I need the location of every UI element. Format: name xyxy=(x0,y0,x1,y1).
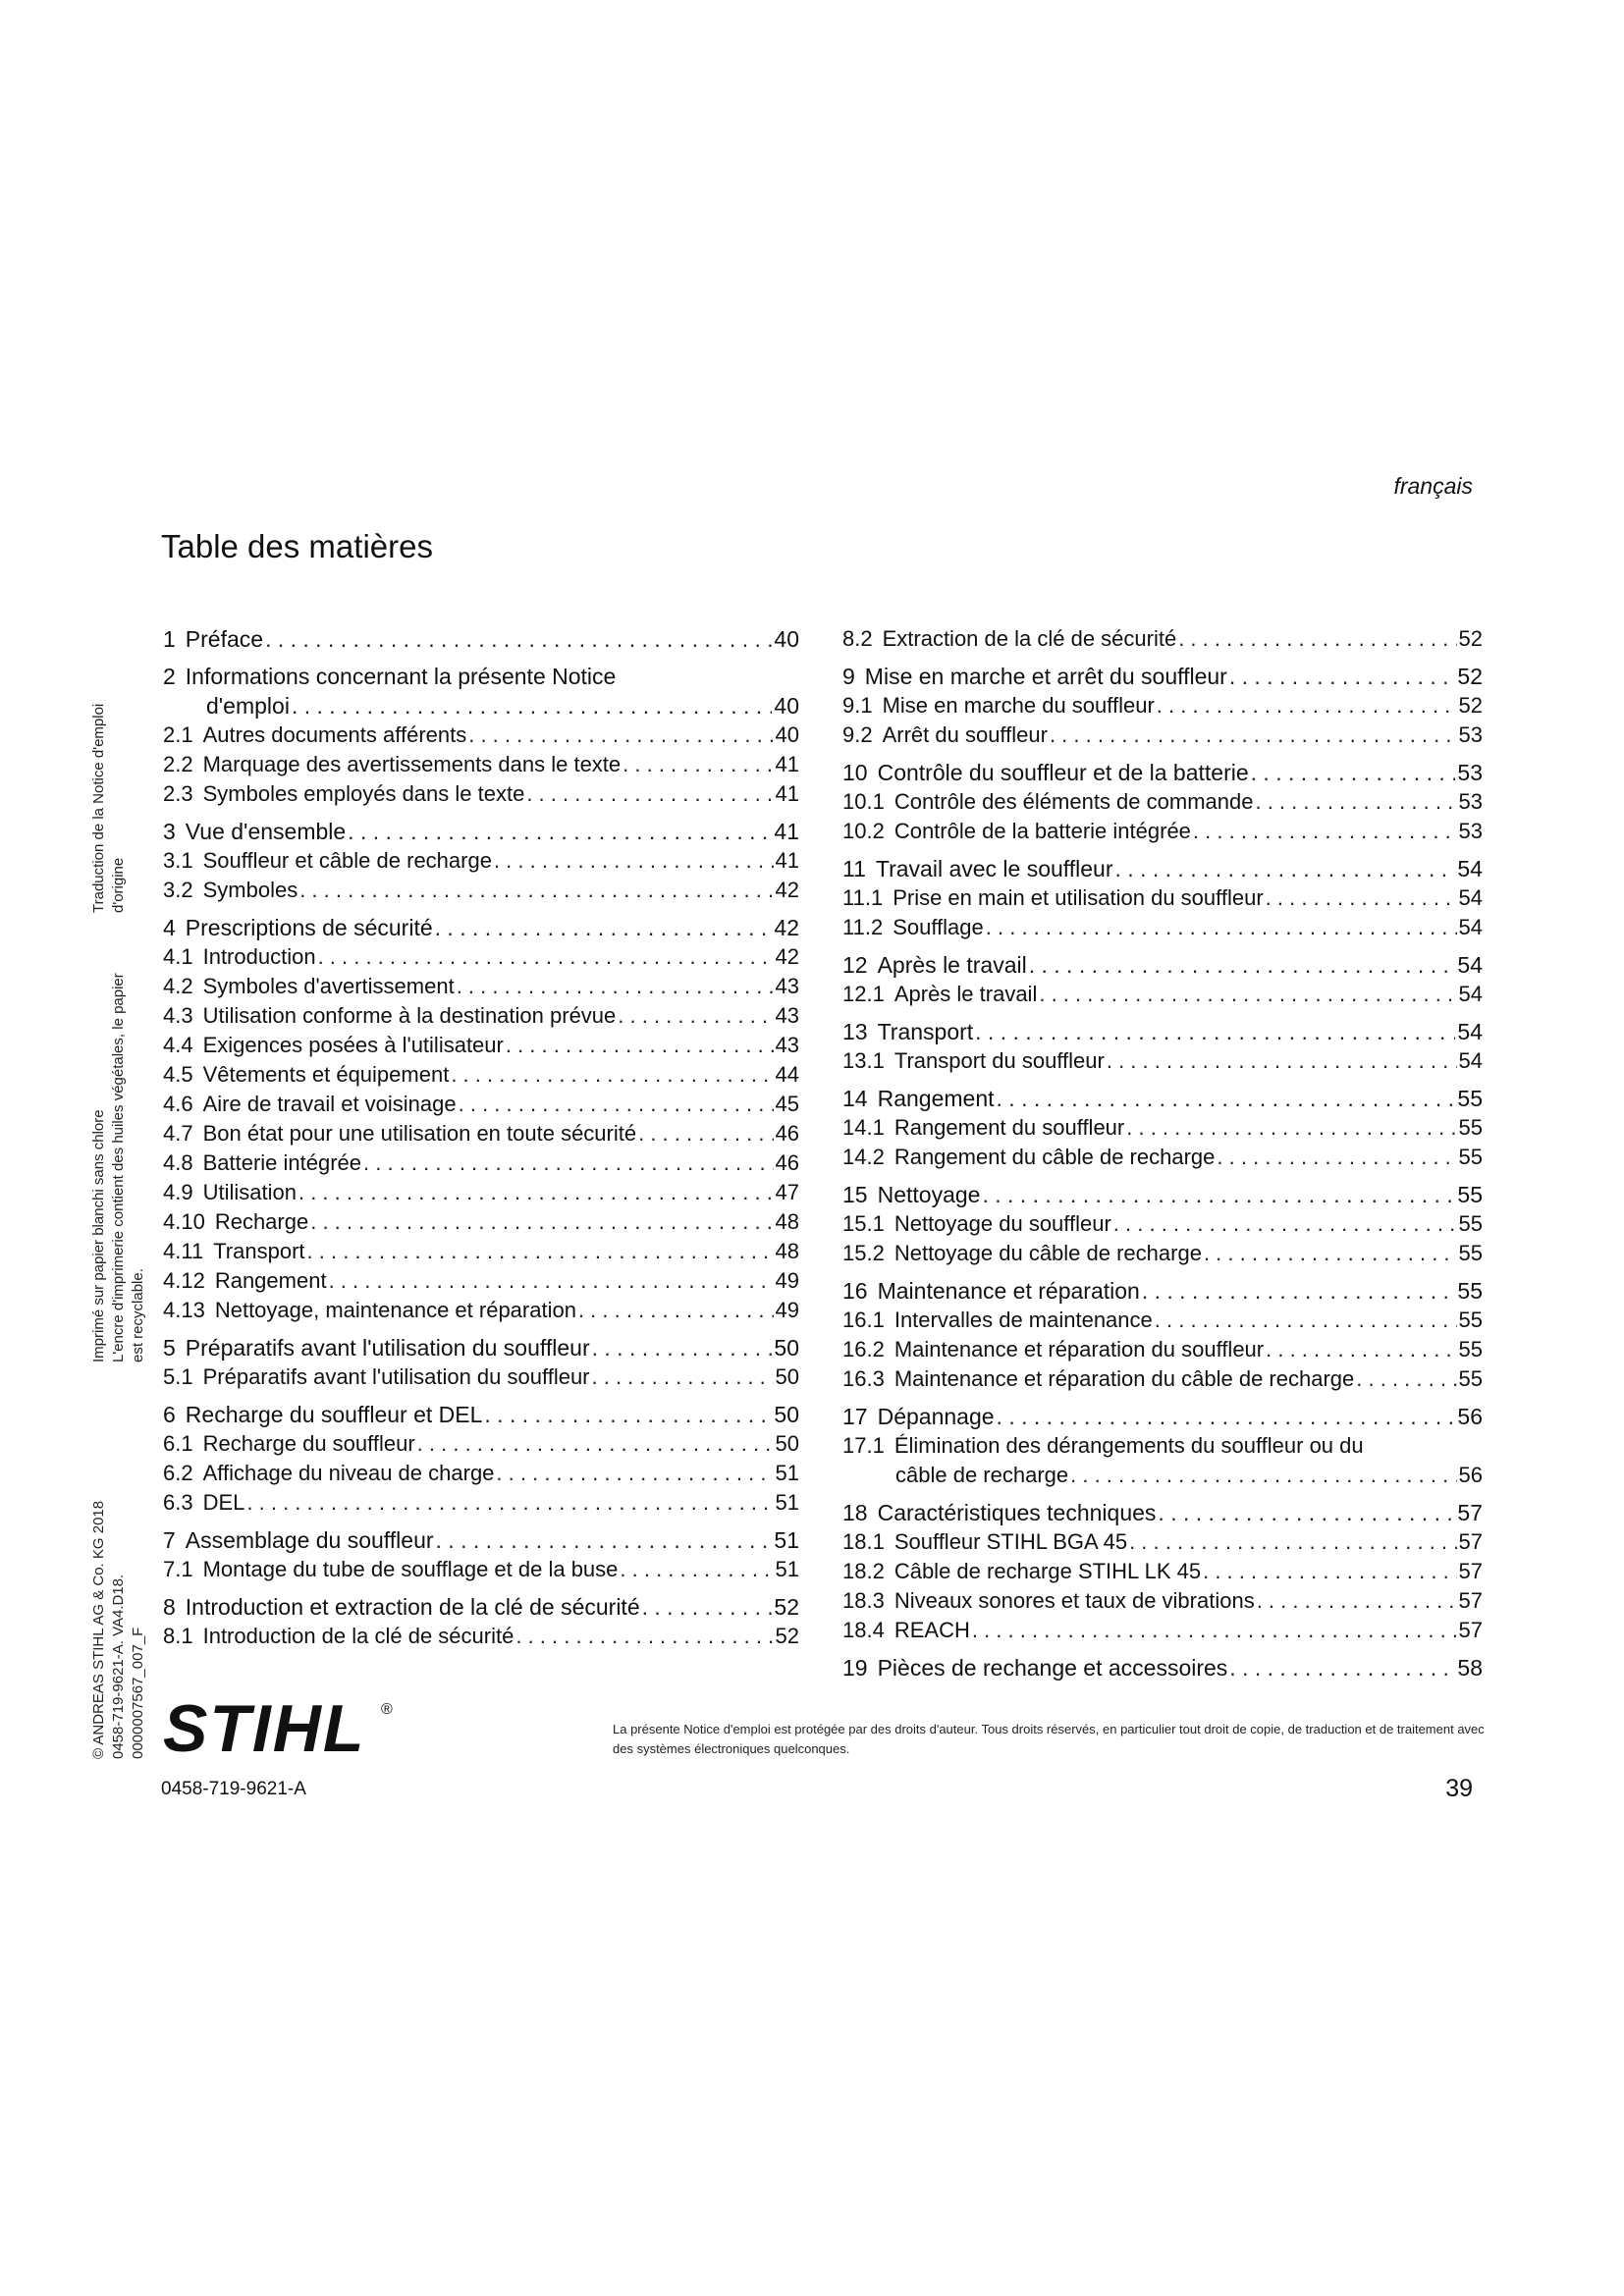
toc-entry-label: Montage du tube de soufflage et de la buse xyxy=(202,1557,619,1581)
toc-entry xyxy=(163,846,799,876)
toc-entry-label: Maintenance et réparation du souffleur xyxy=(893,1337,1265,1362)
toc-entry-number: 18.4 xyxy=(842,1618,885,1642)
toc-entry-number: 11.2 xyxy=(842,915,884,939)
toc-entry-number: 4.9 xyxy=(163,1180,193,1204)
toc-entry-page: 52 xyxy=(775,1624,799,1648)
toc-entry-label: Mise en marche du souffleur xyxy=(882,693,1155,718)
toc-entry xyxy=(842,1306,1483,1335)
toc-entry-number: 13 xyxy=(842,1019,868,1044)
toc-entry xyxy=(163,1266,799,1296)
toc-entry-page: 55 xyxy=(1458,1241,1483,1265)
copyright-line-2: 0458-719-9621-A. VA4.D18. xyxy=(110,1574,127,1759)
toc-entry-number: 4.12 xyxy=(163,1268,205,1293)
toc-entry xyxy=(163,779,799,809)
toc-entry-page: 49 xyxy=(775,1298,799,1322)
toc-entry-label: Extraction de la clé de sécurité xyxy=(882,626,1177,651)
copyright-notice: La présente Notice d'emploi est protégée par des droits d'auteur. Tous droits réservés, en particulier tout droit de copie, de traduction et de traitement avec des systèmes électroniques quelconques. xyxy=(613,1722,1485,1756)
stihl-logo xyxy=(161,1692,397,1763)
toc-entry-number: 16.3 xyxy=(842,1366,885,1391)
toc-entry xyxy=(842,662,1483,691)
toc-entry xyxy=(163,1001,799,1031)
toc-entry-label: Vue d'ensemble xyxy=(185,819,347,844)
toc-entry-page: 52 xyxy=(1458,693,1483,718)
toc-entry xyxy=(842,883,1483,913)
toc-entry-number: 14 xyxy=(842,1086,868,1111)
svg-text:®: ® xyxy=(381,1701,393,1718)
toc-entry-number: 8.2 xyxy=(842,626,873,651)
copyright-line-1: © ANDREAS STIHL AG & Co. KG 2018 xyxy=(90,1500,107,1759)
toc-entry-label: Prescriptions de sécurité xyxy=(185,915,433,940)
toc-entry-page: 55 xyxy=(1458,1308,1483,1332)
toc-entry-number: 4.5 xyxy=(163,1062,193,1087)
toc-entry-label: Rangement xyxy=(877,1086,995,1111)
toc-entry xyxy=(842,1586,1483,1616)
toc-entry xyxy=(163,1207,799,1237)
toc-entry xyxy=(842,787,1483,817)
toc-entry-page: 49 xyxy=(775,1268,799,1293)
toc-entry-number: 3.1 xyxy=(163,848,193,873)
document-number: 0458-719-9621-A xyxy=(161,1779,306,1799)
toc-entry-label: Caractéristiques techniques xyxy=(877,1500,1157,1525)
toc-entry-page: 44 xyxy=(775,1062,799,1087)
toc-entry-label: Aire de travail et voisinage xyxy=(202,1092,457,1116)
toc-entry-label: DEL xyxy=(202,1490,245,1515)
toc-entry xyxy=(842,1335,1483,1364)
toc-entry-page: 40 xyxy=(774,693,799,719)
toc-entry-number: 9 xyxy=(842,664,855,689)
toc-right-column xyxy=(842,624,1483,1682)
paper-note-line-2: L'encre d'imprimerie contient des huiles végétales, le papier xyxy=(110,973,127,1362)
toc-entry-number: 3.2 xyxy=(163,878,193,902)
toc-entry-label: Arrêt du souffleur xyxy=(882,722,1048,747)
toc-entry-number: 15.1 xyxy=(842,1211,885,1236)
toc-entry-number: 4.6 xyxy=(163,1092,193,1116)
toc-entry xyxy=(163,972,799,1001)
toc-entry-page: 52 xyxy=(1458,626,1483,651)
toc-entry-number: 18.1 xyxy=(842,1529,885,1554)
toc-entry-label: Préface xyxy=(185,626,264,652)
toc-entry xyxy=(842,1364,1483,1394)
toc-entry-label: Contrôle des éléments de commande xyxy=(893,789,1254,814)
toc-entry-page: 43 xyxy=(775,1003,799,1028)
toc-entry xyxy=(163,1555,799,1584)
toc-entry-label: Autres documents afférents xyxy=(202,722,467,747)
toc-entry-number: 7.1 xyxy=(163,1557,193,1581)
toc-entry xyxy=(163,721,799,750)
toc-entry-number: 16 xyxy=(842,1278,868,1304)
toc-entry-page: 42 xyxy=(774,915,799,940)
toc-entry-page: 51 xyxy=(774,1527,799,1553)
toc-entry-label: Après le travail xyxy=(893,982,1038,1006)
toc-entry xyxy=(163,913,799,942)
toc-entry-number: 2.1 xyxy=(163,722,193,747)
toc-entry-label: Transport xyxy=(877,1019,974,1044)
toc-entry xyxy=(163,942,799,972)
toc-entry-label: Introduction de la clé de sécurité xyxy=(202,1624,514,1648)
toc-entry-number: 2 xyxy=(163,664,176,689)
toc-entry-label: Recharge xyxy=(214,1209,309,1234)
toc-entry-label: Vêtements et équipement xyxy=(202,1062,450,1087)
toc-entry-label: Rangement du câble de recharge xyxy=(893,1145,1216,1169)
translation-note-line-1: Traduction de la Notice d'emploi xyxy=(90,703,107,913)
toc-entry xyxy=(163,1333,799,1362)
toc-entry xyxy=(842,1557,1483,1586)
toc-entry-label: Souffleur et câble de recharge xyxy=(202,848,492,873)
toc-entry xyxy=(842,1113,1483,1143)
toc-entry-number: 6 xyxy=(163,1402,176,1427)
toc-entry-number: 6.2 xyxy=(163,1461,193,1485)
toc-entry-label: Prise en main et utilisation du souffleur xyxy=(893,885,1264,910)
toc-entry xyxy=(163,1090,799,1119)
toc-entry-page: 54 xyxy=(1458,885,1483,910)
toc-entry xyxy=(842,1498,1483,1527)
toc-entry-label: Maintenance et réparation xyxy=(877,1278,1140,1304)
toc-entry-label: REACH xyxy=(893,1618,970,1642)
toc-entry-label: Mise en marche et arrêt du souffleur xyxy=(864,664,1227,689)
toc-entry-page: 55 xyxy=(1457,1182,1483,1207)
toc-entry xyxy=(163,1488,799,1518)
toc-entry-number: 7 xyxy=(163,1527,176,1553)
toc-entry-page: 58 xyxy=(1457,1655,1483,1681)
toc-entry-label: Nettoyage du câble de recharge xyxy=(893,1241,1202,1265)
toc-entry xyxy=(842,1653,1483,1682)
toc-entry-page: 57 xyxy=(1458,1618,1483,1642)
toc-entry-page: 45 xyxy=(775,1092,799,1116)
toc-entry xyxy=(163,1400,799,1429)
toc-entry xyxy=(842,1046,1483,1076)
toc-entry-label: Contrôle de la batterie intégrée xyxy=(893,819,1191,843)
toc-entry-label: Après le travail xyxy=(877,952,1027,978)
toc-entry-number: 17.1 xyxy=(842,1433,885,1458)
toc-entry-number: 4.1 xyxy=(163,944,193,969)
toc-entry-page: 55 xyxy=(1457,1278,1483,1304)
toc-entry-number: 4.7 xyxy=(163,1121,193,1146)
toc-entry-number: 4.10 xyxy=(163,1209,205,1234)
toc-entry-number: 2.3 xyxy=(163,781,193,806)
toc-entry-page: 54 xyxy=(1457,952,1483,978)
toc-entry xyxy=(842,913,1483,942)
toc-entry-number: 4.13 xyxy=(163,1298,205,1322)
toc-entry xyxy=(163,1362,799,1392)
toc-entry-number: 9.1 xyxy=(842,693,873,718)
toc-entry-page: 55 xyxy=(1457,1086,1483,1111)
page-title: Table des matières xyxy=(161,528,433,564)
toc-entry-continuation xyxy=(163,691,799,721)
stihl-logo-text: STIHL xyxy=(163,1692,366,1763)
paper-note-line-1: Imprimé sur papier blanchi sans chlore xyxy=(90,1109,107,1362)
toc-entry-page: 50 xyxy=(774,1335,799,1361)
toc-entry xyxy=(842,1017,1483,1046)
toc-entry-page: 55 xyxy=(1458,1337,1483,1362)
toc-entry-number: 19 xyxy=(842,1655,868,1681)
toc-entry xyxy=(163,1060,799,1090)
toc-entry xyxy=(163,1525,799,1555)
toc-entry-number: 14.2 xyxy=(842,1145,885,1169)
toc-entry-number: 16.2 xyxy=(842,1337,885,1362)
toc-entry-page: 55 xyxy=(1458,1115,1483,1140)
toc-entry-page: 53 xyxy=(1458,789,1483,814)
toc-entry-label: Travail avec le souffleur xyxy=(875,856,1113,881)
toc-entry-label: Introduction et extraction de la clé de sécurité xyxy=(185,1594,640,1620)
toc-entry-number: 11 xyxy=(842,856,866,881)
toc-entry-label: Rangement du souffleur xyxy=(893,1115,1125,1140)
toc-entry-number: 1 xyxy=(163,626,176,652)
toc-entry xyxy=(163,1178,799,1207)
toc-entry xyxy=(842,1276,1483,1306)
toc-entry xyxy=(842,758,1483,787)
toc-entry xyxy=(163,1622,799,1651)
toc-entry-page: 43 xyxy=(775,1033,799,1057)
toc-entry-label: Contrôle du souffleur et de la batterie xyxy=(877,760,1249,785)
toc-entry-page: 41 xyxy=(775,781,799,806)
toc-entry-label: Transport xyxy=(213,1239,305,1263)
toc-entry-number: 13.1 xyxy=(842,1048,885,1073)
toc-entry-number: 4.11 xyxy=(163,1239,204,1263)
toc-entry-page: 46 xyxy=(775,1150,799,1175)
toc-entry-number: 5 xyxy=(163,1335,176,1361)
toc-entry-label: Utilisation xyxy=(202,1180,297,1204)
toc-entry xyxy=(163,1429,799,1459)
toc-entry-page: 54 xyxy=(1458,915,1483,939)
toc-entry-page: 53 xyxy=(1458,722,1483,747)
toc-entry-page: 54 xyxy=(1457,1019,1483,1044)
toc-entry-label: Souffleur STIHL BGA 45 xyxy=(893,1529,1128,1554)
toc-entry-number: 3 xyxy=(163,819,176,844)
toc-entry-label-cont: câble de recharge xyxy=(895,1463,1069,1487)
toc-entry xyxy=(163,662,799,691)
toc-entry-number: 15.2 xyxy=(842,1241,885,1265)
toc-entry xyxy=(163,817,799,846)
toc-entry xyxy=(163,1237,799,1266)
toc-entry xyxy=(163,1296,799,1325)
toc-entry xyxy=(842,1431,1483,1461)
toc-entry-page: 52 xyxy=(1457,664,1483,689)
toc-entry xyxy=(163,1148,799,1178)
language-label: français xyxy=(1393,473,1473,499)
toc-entry xyxy=(842,1143,1483,1172)
toc-entry xyxy=(163,750,799,779)
toc-entry-label-cont: d'emploi xyxy=(206,693,290,719)
toc-entry-page: 42 xyxy=(775,944,799,969)
toc-entry-label: Symboles d'avertissement xyxy=(202,974,455,998)
toc-entry-page: 47 xyxy=(775,1180,799,1204)
toc-entry-page: 54 xyxy=(1457,856,1483,881)
toc-entry-label: Préparatifs avant l'utilisation du souffleur xyxy=(202,1364,590,1389)
toc-entry-number: 4.4 xyxy=(163,1033,193,1057)
toc-entry xyxy=(163,624,799,654)
toc-entry-number: 8 xyxy=(163,1594,176,1620)
toc-entry-label: Utilisation conforme à la destination prévue xyxy=(202,1003,617,1028)
toc-entry-page: 48 xyxy=(775,1239,799,1263)
toc-entry-page: 55 xyxy=(1458,1145,1483,1169)
toc-entry-label: Introduction xyxy=(202,944,316,969)
toc-entry-page: 41 xyxy=(775,848,799,873)
toc-entry-number: 15 xyxy=(842,1182,868,1207)
toc-entry-page: 54 xyxy=(1458,1048,1483,1073)
toc-entry-page: 43 xyxy=(775,974,799,998)
toc-entry-page: 41 xyxy=(774,819,799,844)
toc-entry-number: 12 xyxy=(842,952,868,978)
toc-entry xyxy=(842,950,1483,980)
toc-entry-number: 10 xyxy=(842,760,868,785)
toc-entry-label: Nettoyage xyxy=(877,1182,981,1207)
toc-entry-page: 55 xyxy=(1458,1211,1483,1236)
toc-entry-number: 18 xyxy=(842,1500,868,1525)
toc-entry-page: 50 xyxy=(775,1364,799,1389)
translation-note-line-2: d'origine xyxy=(110,857,127,913)
toc-entry-number: 11.1 xyxy=(842,885,884,910)
toc-entry-label: Transport du souffleur xyxy=(893,1048,1105,1073)
toc-entry-label: Symboles xyxy=(202,878,298,902)
toc-entry-page: 52 xyxy=(774,1594,799,1620)
toc-entry xyxy=(842,1527,1483,1557)
toc-entry xyxy=(842,721,1483,750)
toc-entry-label: Exigences posées à l'utilisateur xyxy=(202,1033,504,1057)
toc-entry-page: 41 xyxy=(775,752,799,776)
toc-entry-label: Rangement xyxy=(214,1268,327,1293)
toc-entry-label: Dépannage xyxy=(877,1404,995,1429)
toc-entry xyxy=(842,1616,1483,1645)
toc-left-column xyxy=(163,624,799,1651)
toc-entry-label: Maintenance et réparation du câble de recharge xyxy=(893,1366,1355,1391)
toc-entry xyxy=(842,1084,1483,1113)
toc-entry-continuation xyxy=(842,1461,1483,1490)
toc-entry-number: 6.3 xyxy=(163,1490,193,1515)
toc-entry-page: 48 xyxy=(775,1209,799,1234)
toc-entry-label: Soufflage xyxy=(893,915,984,939)
toc-entry-page: 54 xyxy=(1458,982,1483,1006)
toc-entry-page: 57 xyxy=(1458,1559,1483,1583)
toc-entry xyxy=(163,1119,799,1148)
toc-entry-page: 50 xyxy=(774,1402,799,1427)
toc-entry xyxy=(842,817,1483,846)
page-number: 39 xyxy=(1445,1775,1473,1802)
toc-entry-page: 51 xyxy=(775,1557,799,1581)
toc-entry-label: Informations concernant la présente Notice xyxy=(185,664,617,689)
toc-entry-number: 10.2 xyxy=(842,819,885,843)
toc-entry xyxy=(163,1031,799,1060)
toc-entry-label: Marquage des avertissements dans le texte xyxy=(202,752,622,776)
toc-entry-label: Assemblage du souffleur xyxy=(185,1527,434,1553)
toc-entry-page: 56 xyxy=(1457,1404,1483,1429)
toc-entry-number: 18.3 xyxy=(842,1588,885,1613)
toc-entry-page: 40 xyxy=(774,626,799,652)
toc-entry-number: 16.1 xyxy=(842,1308,885,1332)
paper-note-line-3: est recyclable. xyxy=(130,1268,146,1362)
toc-entry-label: Batterie intégrée xyxy=(202,1150,362,1175)
toc-entry-label: Câble de recharge STIHL LK 45 xyxy=(893,1559,1202,1583)
toc-entry-label: Symboles employés dans le texte xyxy=(202,781,525,806)
toc-entry-label: Recharge du souffleur xyxy=(202,1431,415,1456)
toc-entry-label: Niveaux sonores et taux de vibrations xyxy=(893,1588,1255,1613)
toc-entry xyxy=(842,1209,1483,1239)
toc-entry-page: 51 xyxy=(775,1461,799,1485)
toc-entry-page: 53 xyxy=(1458,819,1483,843)
toc-entry-number: 4.8 xyxy=(163,1150,193,1175)
toc-entry xyxy=(842,624,1483,654)
toc-entry-number: 9.2 xyxy=(842,722,873,747)
toc-entry xyxy=(842,1180,1483,1209)
toc-entry-page: 57 xyxy=(1457,1500,1483,1525)
toc-entry-number: 10.1 xyxy=(842,789,885,814)
toc-entry-label: Recharge du souffleur et DEL xyxy=(185,1402,483,1427)
toc-entry-page: 57 xyxy=(1458,1588,1483,1613)
toc-entry-label: Élimination des dérangements du souffleur ou du xyxy=(893,1433,1364,1458)
toc-entry-number: 4.2 xyxy=(163,974,193,998)
toc-entry-label: Nettoyage, maintenance et réparation xyxy=(214,1298,576,1322)
toc-entry-page: 55 xyxy=(1458,1366,1483,1391)
copyright-line-3: 0000007567_007_F xyxy=(130,1627,146,1759)
toc-entry-label: Intervalles de maintenance xyxy=(893,1308,1153,1332)
toc-entry-number: 4.3 xyxy=(163,1003,193,1028)
toc-entry-number: 8.1 xyxy=(163,1624,193,1648)
toc-entry xyxy=(163,876,799,905)
toc-entry xyxy=(842,854,1483,883)
toc-entry-label: Bon état pour une utilisation en toute sécurité xyxy=(202,1121,637,1146)
toc-entry-number: 14.1 xyxy=(842,1115,885,1140)
toc-entry-number: 17 xyxy=(842,1404,868,1429)
toc-entry-number: 6.1 xyxy=(163,1431,193,1456)
toc-entry xyxy=(842,980,1483,1009)
toc-entry-page: 40 xyxy=(775,722,799,747)
toc-entry xyxy=(163,1459,799,1488)
toc-entry-label: Nettoyage du souffleur xyxy=(893,1211,1111,1236)
toc-entry-page: 51 xyxy=(775,1490,799,1515)
toc-entry-number: 5.1 xyxy=(163,1364,193,1389)
toc-entry-page: 57 xyxy=(1458,1529,1483,1554)
toc-entry-page: 53 xyxy=(1457,760,1483,785)
toc-entry-page: 56 xyxy=(1458,1463,1483,1487)
toc-entry-page: 42 xyxy=(775,878,799,902)
toc-entry-label: Affichage du niveau de charge xyxy=(202,1461,495,1485)
toc-entry-number: 4 xyxy=(163,915,176,940)
toc-entry-label: Préparatifs avant l'utilisation du souffleur xyxy=(185,1335,590,1361)
toc-entry-number: 2.2 xyxy=(163,752,193,776)
toc-entry-page: 46 xyxy=(775,1121,799,1146)
toc-entry-number: 18.2 xyxy=(842,1559,885,1583)
toc-entry-page: 50 xyxy=(775,1431,799,1456)
toc-entry-number: 12.1 xyxy=(842,982,885,1006)
toc-entry xyxy=(842,1402,1483,1431)
toc-entry-label: Pièces de rechange et accessoires xyxy=(877,1655,1228,1681)
toc-entry xyxy=(842,691,1483,721)
toc-entry xyxy=(842,1239,1483,1268)
toc-entry xyxy=(163,1592,799,1622)
